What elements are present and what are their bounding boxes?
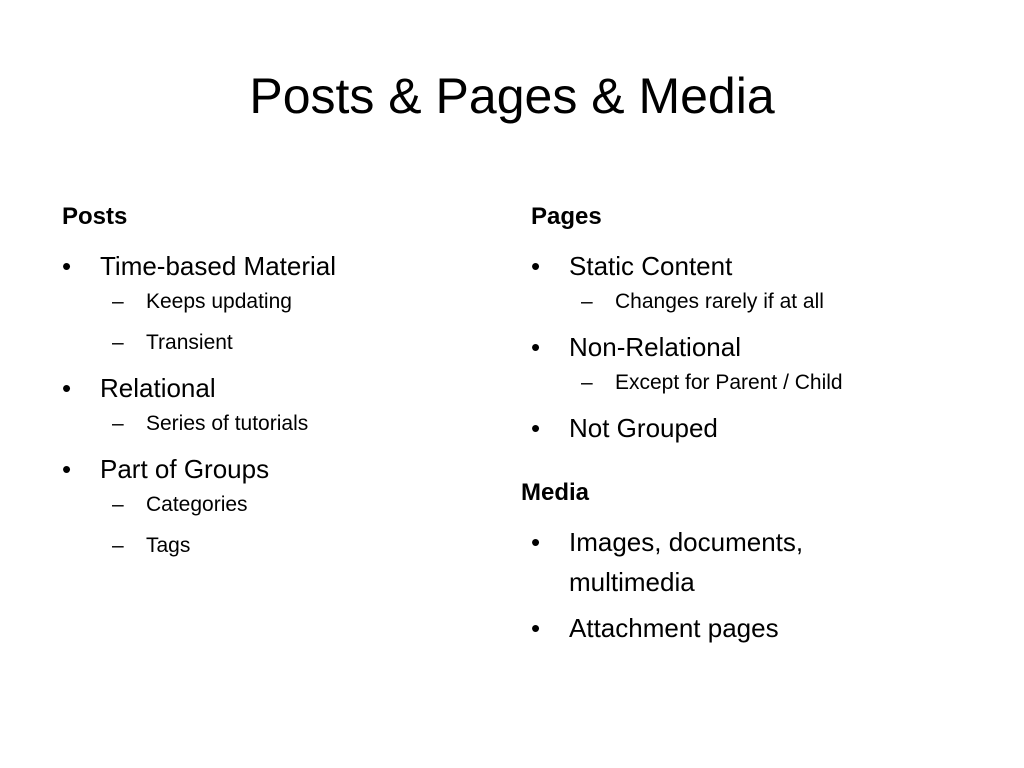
- dash-icon: –: [112, 331, 124, 354]
- sub-item-text: Series of tutorials: [146, 412, 309, 435]
- pages-heading: Pages: [531, 203, 602, 230]
- posts-column: [62, 202, 502, 571]
- sub-list: [62, 286, 502, 359]
- bullet-text: Non-Relational: [569, 332, 741, 362]
- bullet-icon: •: [62, 251, 72, 281]
- bullet-item: [62, 246, 502, 286]
- slide-title: Posts & Pages & Media: [249, 68, 775, 124]
- sub-item: [62, 530, 502, 562]
- sub-list: [531, 286, 971, 318]
- bullet-icon: •: [531, 332, 541, 362]
- bullet-text: Not Grouped: [569, 413, 718, 443]
- pages-list: [531, 246, 971, 448]
- dash-icon: –: [581, 290, 593, 313]
- sub-list: [62, 408, 502, 440]
- bullet-text: Relational: [100, 373, 216, 403]
- sub-item: [62, 327, 502, 359]
- bullet-icon: •: [531, 251, 541, 281]
- sub-item-text: Tags: [146, 534, 191, 557]
- pages-column: [521, 202, 971, 654]
- dash-icon: –: [112, 412, 124, 435]
- posts-list: [62, 246, 502, 562]
- bullet-item: [531, 408, 971, 448]
- sub-item: [62, 489, 502, 521]
- sub-list: [62, 489, 502, 562]
- sub-item-text: Keeps updating: [146, 290, 292, 313]
- media-heading: Media: [521, 479, 590, 506]
- dash-icon: –: [112, 290, 124, 313]
- bullet-item: [531, 522, 971, 602]
- sub-item: [531, 367, 971, 399]
- sub-item: [62, 286, 502, 318]
- dash-icon: –: [581, 371, 593, 394]
- bullet-icon: •: [531, 527, 541, 557]
- sub-item-text: Transient: [146, 331, 233, 354]
- sub-item: [62, 408, 502, 440]
- bullet-text: Part of Groups: [100, 454, 270, 484]
- dash-icon: –: [112, 534, 124, 557]
- bullet-item: [62, 368, 502, 408]
- sub-item-text: Categories: [146, 493, 248, 516]
- dash-icon: –: [112, 493, 124, 516]
- media-list: [531, 522, 971, 648]
- bullet-icon: •: [62, 454, 72, 484]
- bullet-item: [531, 608, 971, 648]
- bullet-text: Static Content: [569, 251, 733, 281]
- bullet-item: [62, 449, 502, 489]
- sub-item: [531, 286, 971, 318]
- bullet-text: Attachment pages: [569, 613, 779, 643]
- bullet-item: [531, 327, 971, 367]
- posts-heading: Posts: [62, 203, 128, 230]
- bullet-item: [531, 246, 971, 286]
- bullet-icon: •: [62, 373, 72, 403]
- sub-list: [531, 367, 971, 399]
- bullet-icon: •: [531, 413, 541, 443]
- bullet-text: Images, documents, multimedia: [569, 527, 804, 597]
- bullet-icon: •: [531, 613, 541, 643]
- sub-item-text: Changes rarely if at all: [615, 290, 824, 313]
- bullet-text: Time-based Material: [100, 251, 337, 281]
- sub-item-text: Except for Parent / Child: [615, 371, 843, 394]
